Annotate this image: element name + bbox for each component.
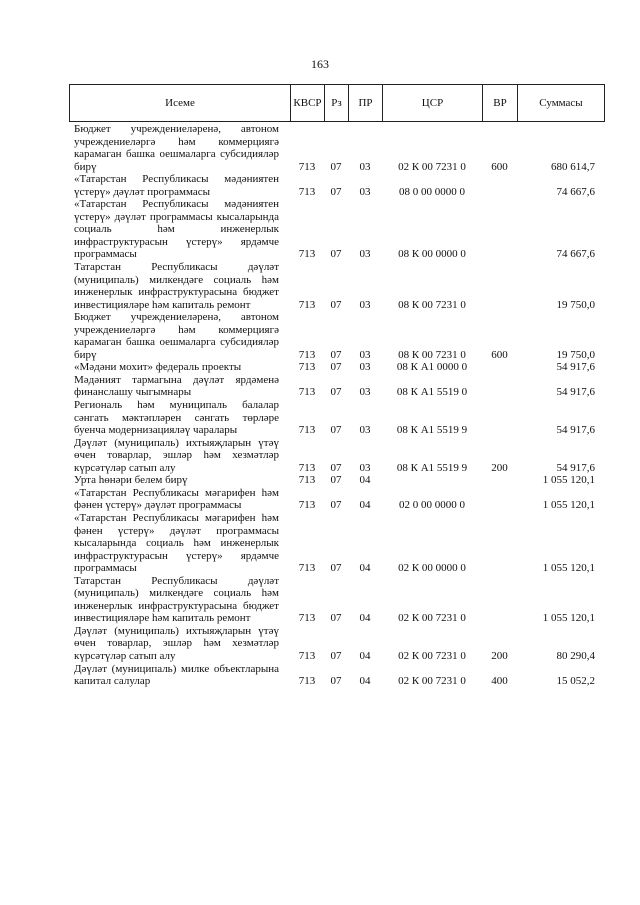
row-kvsr: 713 (298, 185, 316, 198)
table-row (69, 437, 609, 475)
row-csr: 02 К 00 7231 0 (398, 675, 466, 688)
table-row (69, 399, 609, 437)
row-vr: 200 (491, 461, 508, 474)
row-vr: 600 (491, 348, 508, 361)
row-pr: 03 (359, 160, 371, 173)
row-rz: 07 (330, 649, 342, 662)
row-pr: 04 (359, 562, 371, 575)
row-rz: 07 (330, 160, 342, 173)
row-sum: 1 055 120,1 (542, 612, 595, 625)
row-name: Бюджет учреждениеләренә, автоном учреждениеләргә һәм коммерциягә карамаган башка оешмаларга субсидияләр бирү (74, 311, 279, 361)
row-pr: 03 (359, 185, 371, 198)
table-row (69, 173, 609, 198)
row-rz: 07 (330, 612, 342, 625)
row-csr: 08 К А1 0000 0 (396, 361, 468, 374)
row-sum: 54 917,6 (556, 424, 595, 437)
row-kvsr: 713 (298, 499, 316, 512)
row-csr: 02 К 00 7231 0 (398, 160, 466, 173)
row-vr: 400 (491, 675, 508, 688)
row-pr: 04 (359, 612, 371, 625)
row-name: «Татарстан Республикасы мәдәниятен үстерү» дәүләт программасы кысаларында социаль һәм инженерлык инфраструктурасын үстерү» ярдәмче программасы (74, 198, 279, 261)
row-kvsr: 713 (298, 675, 316, 688)
row-kvsr: 713 (298, 386, 316, 399)
row-vr: 200 (491, 649, 508, 662)
row-name: «Татарстан Республикасы мәдәниятен үстерү» дәүләт программасы (74, 173, 279, 198)
column-header-csr: ЦСР (383, 85, 483, 121)
table-row (69, 512, 609, 575)
row-name: Мәдәният тармагына дәүләт ярдәменә финанслашу чыгымнары (74, 373, 279, 399)
row-rz: 07 (330, 361, 342, 374)
column-header-vr: ВР (483, 85, 518, 121)
table-row (69, 575, 609, 625)
row-csr: 02 0 00 0000 0 (399, 499, 465, 512)
row-csr: 02 К 00 0000 0 (398, 562, 466, 575)
row-pr: 03 (359, 461, 371, 474)
row-pr: 03 (359, 248, 371, 261)
row-kvsr: 713 (298, 424, 316, 437)
column-header-rz: Рз (325, 85, 349, 121)
row-name: Бюджет учреждениеләренә, автоном учреждениеләргә һәм коммерциягә карамаган башка оешмаларга субсидияләр бирү (74, 123, 279, 173)
row-csr: 08 К 00 7231 0 (398, 298, 466, 311)
row-name: «Мәдәни мохит» федераль проекты (74, 361, 242, 374)
row-pr: 04 (359, 499, 371, 512)
row-pr: 04 (359, 649, 371, 662)
row-kvsr: 713 (298, 612, 316, 625)
table-header (69, 84, 605, 122)
row-vr: 600 (491, 160, 508, 173)
row-rz: 07 (330, 562, 342, 575)
row-rz: 07 (330, 424, 342, 437)
row-name: Татарстан Республикасы дәүләт (муниципаль) милкендәге социаль һәм инженерлык инфраструктурасына бюджет инвестицияләре һәм капиталь ремонт (74, 574, 279, 625)
row-sum: 54 917,6 (556, 386, 595, 399)
row-pr: 03 (359, 386, 371, 399)
row-name: Региональ һәм муниципаль балалар сәнгать мәктәпләрен сәнгать төрләре буенча модернизацияләү чаралары (74, 399, 279, 437)
row-name: Дәүләт (муниципаль) милке объектларына капитал салулар (74, 662, 279, 688)
row-name: «Татарстан Республикасы мәгарифен һәм фәнен үстерү» дәүләт программасы (74, 486, 279, 512)
row-rz: 07 (330, 348, 342, 361)
row-pr: 03 (359, 348, 371, 361)
table-row (69, 198, 609, 261)
row-csr: 02 К 00 7231 0 (398, 612, 466, 625)
row-rz: 07 (330, 298, 342, 311)
row-rz: 07 (330, 185, 342, 198)
row-csr: 08 К А1 5519 0 (396, 386, 468, 399)
row-rz: 07 (330, 248, 342, 261)
page-number: 163 (311, 57, 329, 71)
column-header-kvsr: КВСР (291, 85, 325, 121)
row-rz: 07 (330, 474, 342, 487)
table-row (69, 361, 609, 374)
row-sum: 80 290,4 (556, 649, 595, 662)
row-sum: 1 055 120,1 (542, 562, 595, 575)
row-rz: 07 (330, 386, 342, 399)
table-row (69, 663, 609, 688)
row-kvsr: 713 (298, 474, 316, 487)
column-header-name: Исеме (70, 85, 291, 121)
row-pr: 03 (359, 298, 371, 311)
row-csr: 08 К А1 5519 9 (396, 424, 468, 437)
row-kvsr: 713 (298, 361, 316, 374)
row-kvsr: 713 (298, 248, 316, 261)
row-name: Дәүләт (муниципаль) ихтыяҗларын үтәү өчен товарлар, эшләр һәм хезмәтләр күрсәтүләр сатып алу (74, 436, 279, 474)
table-row (69, 123, 609, 173)
row-csr: 08 К 00 0000 0 (398, 248, 466, 261)
budget-table-body (69, 123, 609, 688)
table-row (69, 261, 609, 311)
row-rz: 07 (330, 499, 342, 512)
table-row (69, 625, 609, 663)
row-sum: 680 614,7 (551, 160, 595, 173)
row-csr: 02 К 00 7231 0 (398, 649, 466, 662)
row-sum: 54 917,6 (556, 361, 595, 374)
row-csr: 08 0 00 0000 0 (399, 185, 465, 198)
row-sum: 15 052,2 (556, 675, 595, 688)
row-kvsr: 713 (298, 298, 316, 311)
row-rz: 07 (330, 461, 342, 474)
row-kvsr: 713 (298, 348, 316, 361)
table-row (69, 311, 609, 361)
row-kvsr: 713 (298, 160, 316, 173)
row-sum: 19 750,0 (556, 298, 595, 311)
row-sum: 1 055 120,1 (542, 499, 595, 512)
table-row (69, 474, 609, 487)
row-pr: 03 (359, 424, 371, 437)
row-kvsr: 713 (298, 461, 316, 474)
row-kvsr: 713 (298, 649, 316, 662)
row-name: «Татарстан Республикасы мәгарифен һәм фәнен үстерү» дәүләт программасы кысаларында социаль һәм инженерлык инфраструктурасын үстерү» ярдәмче программасы (74, 511, 279, 575)
row-sum: 54 917,6 (556, 461, 595, 474)
row-name: Урта һөнәри белем бирү (74, 474, 188, 487)
row-pr: 04 (359, 474, 371, 487)
table-row (69, 487, 609, 512)
row-kvsr: 713 (298, 562, 316, 575)
row-name: Татарстан Республикасы дәүләт (муниципаль) милкендәге социаль һәм инженерлык инфраструктурасына бюджет инвестицияләре һәм капиталь ремонт (74, 261, 279, 311)
table-row (69, 374, 609, 399)
row-sum: 74 667,6 (556, 248, 595, 261)
column-header-pr: ПР (349, 85, 383, 121)
row-rz: 07 (330, 675, 342, 688)
row-pr: 03 (359, 361, 371, 374)
row-csr: 08 К А1 5519 9 (396, 461, 468, 474)
row-pr: 04 (359, 675, 371, 688)
column-header-sum: Суммасы (539, 97, 583, 109)
row-sum: 1 055 120,1 (542, 474, 595, 487)
row-sum: 74 667,6 (556, 185, 595, 198)
row-name: Дәүләт (муниципаль) ихтыяҗларын үтәү өчен товарлар, эшләр һәм хезмәтләр күрсәтүләр сатып алу (74, 624, 279, 662)
row-sum: 19 750,0 (556, 348, 595, 361)
row-csr: 08 К 00 7231 0 (398, 348, 466, 361)
